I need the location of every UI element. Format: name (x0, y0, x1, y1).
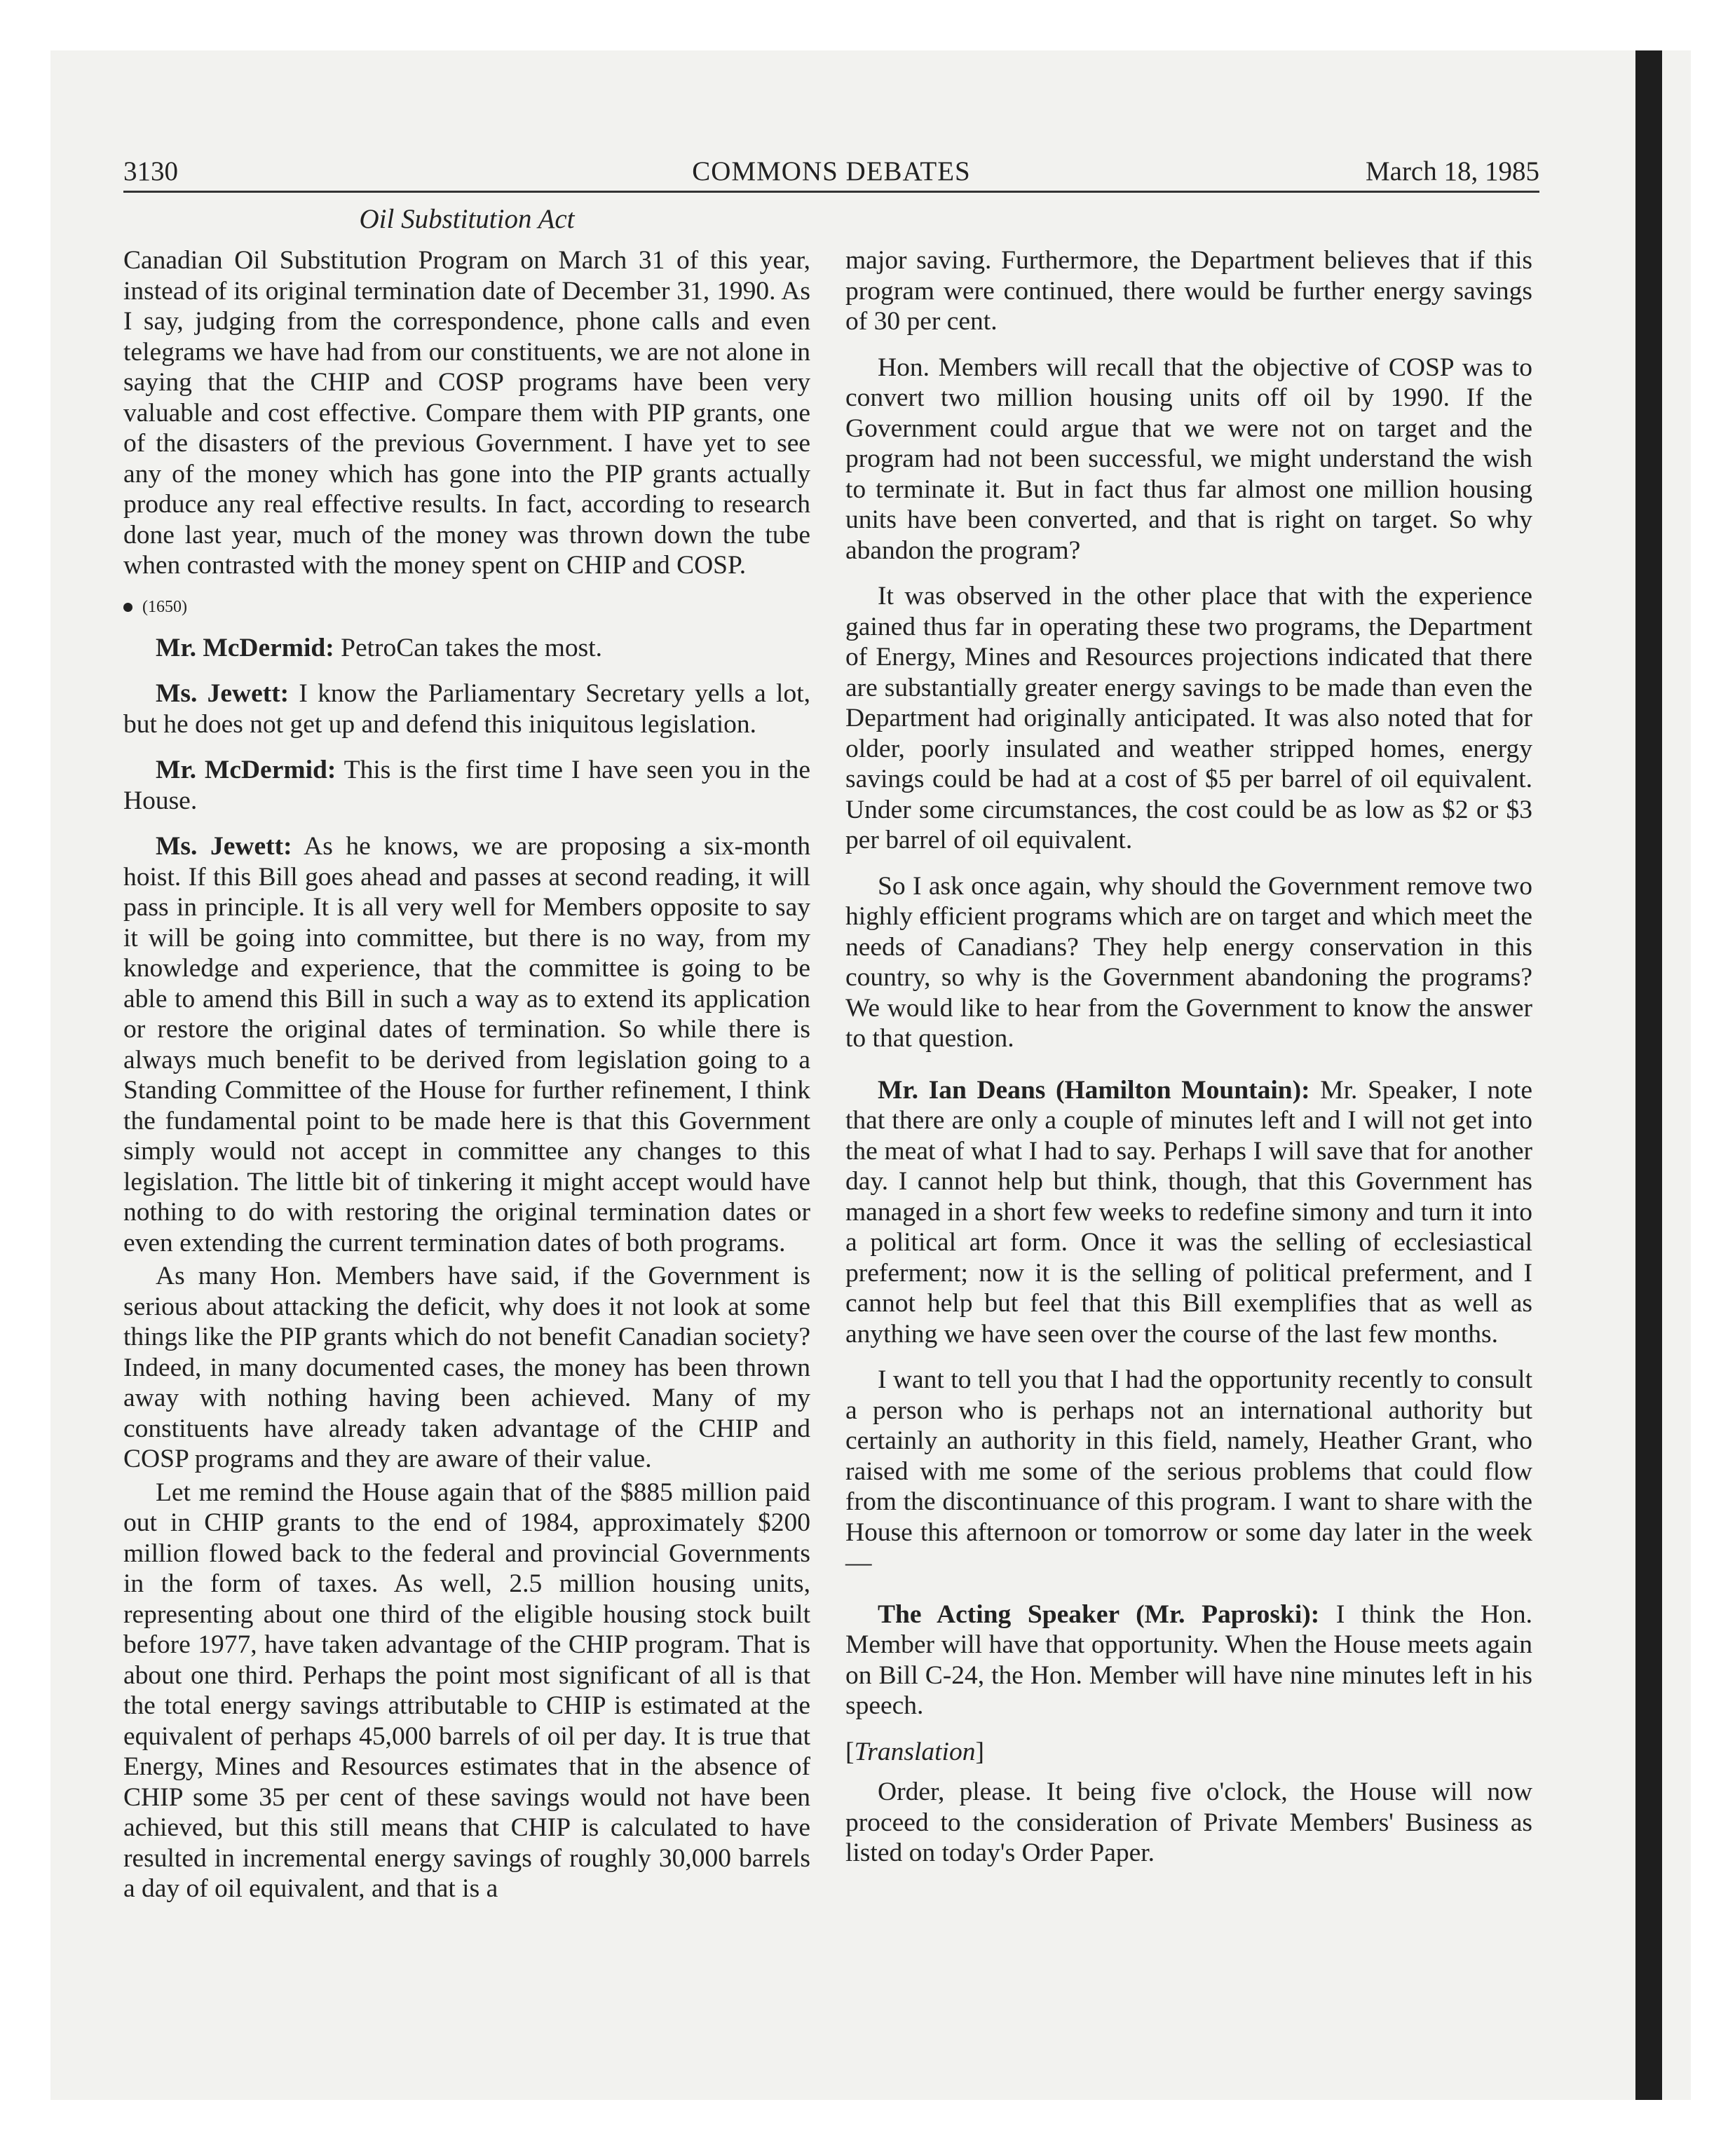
paragraph: Order, please. It being five o'clock, the House will now proceed to the consideration of Private Members' Business as listed on today's Order Paper. (845, 1778, 1532, 1867)
paragraph: I want to tell you that I had the opportunity recently to consult a person who is perhaps not an international authority but certainly an authority in this field, namely, Heather Grant, who raised with me some of the serious problems that could flow from the discontinuance of this program. I want to share with the House this afternoon or tomorrow or some day later in the week— (845, 1365, 1532, 1577)
translation-marker: [Translation] (845, 1737, 984, 1766)
paragraph: Canadian Oil Substitution Program on March 31 of this year, instead of its original termination date of December 31, 1990. As I say, judging from the correspondence, phone calls and even telegrams we have had from our constituents, we are not alone in saying that the CHIP and COSP programs have been very valuable and cost effective. Compare them with PIP grants, one of the disasters of the previous Government. I have yet to see any of the money which has gone into the PIP grants actually produce any real effective results. In fact, according to research done last year, much of the money was thrown down the tube when contrasted with the money spent on CHIP and COSP. (123, 246, 810, 580)
speech-paragraph (123, 831, 810, 1258)
speaker-name: Ms. Jewett: (156, 679, 290, 708)
speech-text: Mr. Speaker, I note that there are only a couple of minutes left and I will not get into the meat of what I had to say. Perhaps I will save that for another day. I cannot help but think, though, that this Government has managed in a short few weeks to redefine simony and turn it into a political art form. Once it was the selling of ecclesiastical preferment; now it is the selling of political preferment, and I cannot help but feel that this Bill exemplifies that as well as anything we have seen over the course of the last few months. (845, 1075, 1533, 1349)
paragraph: Hon. Members will recall that the objective of COSP was to convert two million housing units off oil by 1990. If the Government could argue that we were not on target and the program had not been successful, we might understand the wish to terminate it. But in fact thus far almost one million housing units have been converted, and that is right on target. So why abandon the program? (845, 353, 1532, 565)
translation-label: Translation (854, 1737, 976, 1766)
time-marker-text: (1650) (142, 597, 187, 616)
speaker-name: Ms. Jewett: (156, 832, 292, 861)
paragraph: It was observed in the other place that with the experience gained thus far in operating these two programs, the Department of Energy, Mines and Resources projections indicated that there are substantially greater energy savings to be made than even the Department had originally anticipated. It was also noted that for older, poorly insulated and weather stripped homes, energy savings could be had at a cost of $5 per barrel of oil equivalent. Under some circumstances, the cost could be as low as $2 or $3 per barrel of oil equivalent. (845, 582, 1532, 854)
paragraph: Let me remind the House again that of the $885 million paid out in CHIP grants to the end of 1984, approximately $200 million flowed back to the federal and provincial Governments in the form of taxes. As well, 2.5 million housing units, representing about one third of the eligible housing stock built before 1977, have taken advantage of the CHIP program. That is about one third. Perhaps the point most significant of all is that the total energy savings attributable to CHIP is estimated at the equivalent of perhaps 45,000 barrels of oil per day. It is true that Energy, Mines and Resources estimates that in the absence of CHIP some 35 per cent of these savings would not have been achieved, but this still means that CHIP is calculated to have resulted in incremental energy savings of roughly 30,000 barrels a day of oil equivalent, and that is a (123, 1478, 810, 1903)
speech-paragraph (845, 1599, 1532, 1721)
paragraph: So I ask once again, why should the Government remove two highly efficient programs which are on target and which meet the needs of Canadians? They help energy conservation in this country, so why is the Government abandoning the programs? We would like to hear from the Government to know the answer to that question. (845, 871, 1532, 1053)
right-column (845, 245, 1532, 1884)
binding-edge (1635, 50, 1662, 2100)
speech-paragraph (845, 1075, 1532, 1350)
paragraph: As many Hon. Members have said, if the Government is serious about attacking the deficit, why does it not look at some things like the PIP grants which do not benefit Canadian society? Indeed, in many documented cases, the money has been thrown away with nothing having been achieved. Many of my constituents have already taken advantage of the CHIP and COSP programs and they are aware of their value. (123, 1262, 810, 1473)
speaker-name: The Acting Speaker (Mr. Paproski): (878, 1599, 1320, 1629)
speech-text: This is the first time I have seen you in the House. (123, 756, 810, 815)
paragraph: major saving. Furthermore, the Department believes that if this program were continued, there would be further energy savings of 30 per cent. (845, 246, 1532, 336)
speaker-name: Mr. Ian Deans (Hamilton Mountain): (878, 1075, 1310, 1105)
left-column (123, 245, 810, 1907)
publication-title: COMMONS DEBATES (692, 156, 971, 186)
page-number: 3130 (123, 156, 178, 186)
speaker-name: Mr. McDermid: (156, 633, 334, 662)
speech-text: PetroCan takes the most. (341, 633, 602, 662)
speech-paragraph (123, 678, 810, 739)
bullet-icon (123, 603, 132, 612)
speech-text: As he knows, we are proposing a six-month hoist. If this Bill goes ahead and passes at second reading, it will pass in principle. It is all very well for Members opposite to say it will be going into committee, but there is no way, from my knowledge and experience, that the committee is going to be able to amend this Bill in such a way as to extend its application or restore the original dates of termination. So while there is always much benefit to be derived from legislation going to a Standing Committee of the House for further refinement, I think the fundamental point to be made here is that this Government simply would not accept in committee any changes to this legislation. The little bit of tinkering it might accept would have nothing to do with restoring the original termination dates or even extending the current termination dates of both programs. (123, 832, 810, 1257)
speech-text: I think the Hon. Member will have that opportunity. When the House meets again on Bill C-24, the Hon. Member will have nine minutes left in his speech. (845, 1599, 1532, 1720)
speaker-name: Mr. McDermid: (156, 756, 336, 784)
header-date: March 18, 1985 (1365, 156, 1539, 186)
speech-paragraph (123, 633, 810, 664)
running-header (123, 156, 1539, 193)
section-subheading: Oil Substitution Act (359, 204, 575, 234)
speech-text: I know the Parliamentary Secretary yells a lot, but he does not get up and defend this iniquitous legislation. (123, 679, 811, 739)
speech-paragraph (123, 755, 810, 816)
time-marker (123, 596, 810, 618)
